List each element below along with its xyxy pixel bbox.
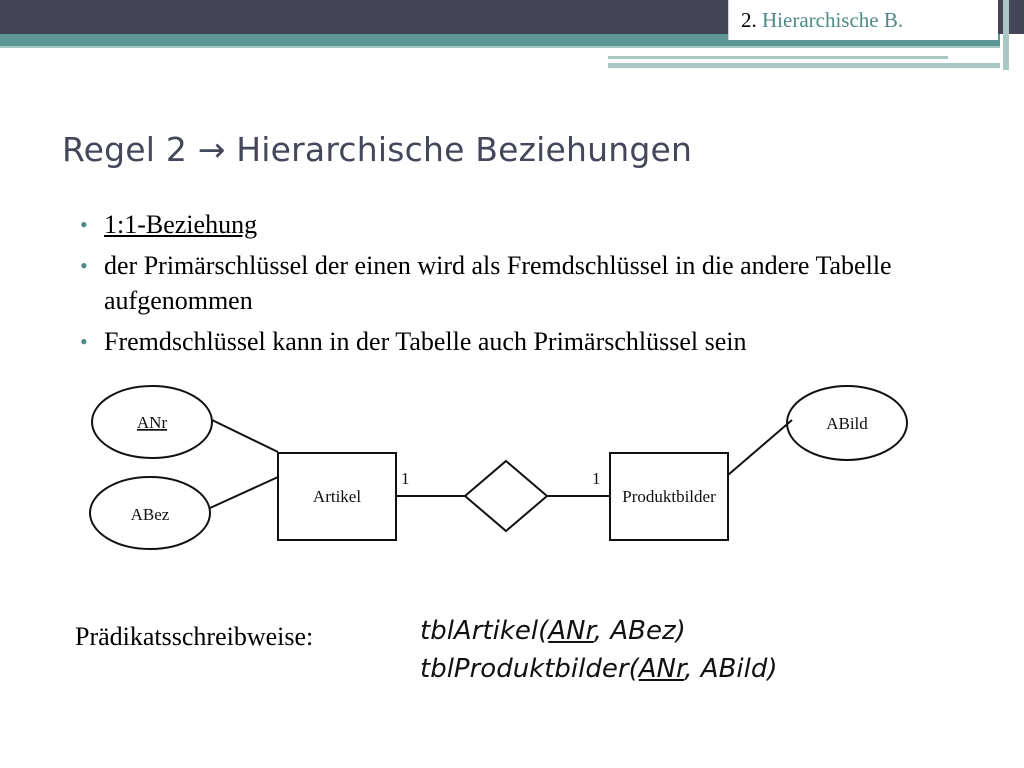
attribute-label-abild: ABild — [826, 414, 868, 433]
predicate-notation — [420, 612, 778, 688]
bullet-icon: • — [80, 253, 88, 278]
section-title: Hierarchische B. — [762, 8, 904, 32]
cardinality-label-right: 1 — [592, 469, 601, 488]
header-divider — [608, 56, 948, 59]
header-edge — [1003, 0, 1009, 70]
bullet-text: Fremdschlüssel kann in der Tabelle auch Primärschlüssel sein — [104, 327, 747, 356]
bullet-icon: • — [80, 212, 88, 237]
predicate-line-produktbilder — [420, 650, 778, 688]
connector-line — [210, 477, 278, 508]
cardinality-label-left: 1 — [401, 469, 410, 488]
bullet-text: 1:1-Beziehung — [104, 210, 258, 239]
relationship-diamond — [465, 461, 547, 531]
er-diagram — [0, 360, 1024, 590]
predicate-table: tblProduktbilder( — [420, 654, 639, 684]
connector-line — [212, 420, 278, 452]
connector-line — [728, 420, 792, 475]
predicate-rest: , ABild) — [684, 654, 778, 684]
predicate-line-artikel — [420, 612, 778, 650]
bullet-icon: • — [80, 329, 88, 354]
slide-title: Regel 2 → Hierarchische Beziehungen — [62, 130, 693, 169]
section-number: 2. — [741, 8, 757, 32]
predicate-key: ANr — [548, 616, 594, 646]
predicate-label: Prädikatsschreibweise: — [75, 622, 314, 651]
bullet-text: der Primärschlüssel der einen wird als Fremdschlüssel in die andere Tabelle aufgenommen — [104, 251, 892, 315]
section-tab — [728, 0, 998, 40]
header-divider — [608, 63, 1000, 68]
attribute-label-anr: ANr — [136, 413, 168, 432]
bullet-list — [80, 207, 980, 365]
predicate-key: ANr — [638, 654, 685, 684]
predicate-rest: , ABez) — [593, 616, 686, 646]
list-item — [80, 248, 980, 318]
header-divider — [0, 46, 1000, 48]
list-item — [80, 207, 980, 242]
predicate-table: tblArtikel( — [420, 616, 549, 646]
entity-label-artikel: Artikel — [312, 487, 362, 506]
list-item — [80, 324, 980, 359]
entity-label-produktbilder: Produktbilder — [622, 487, 716, 506]
attribute-label-abez: ABez — [130, 505, 170, 524]
